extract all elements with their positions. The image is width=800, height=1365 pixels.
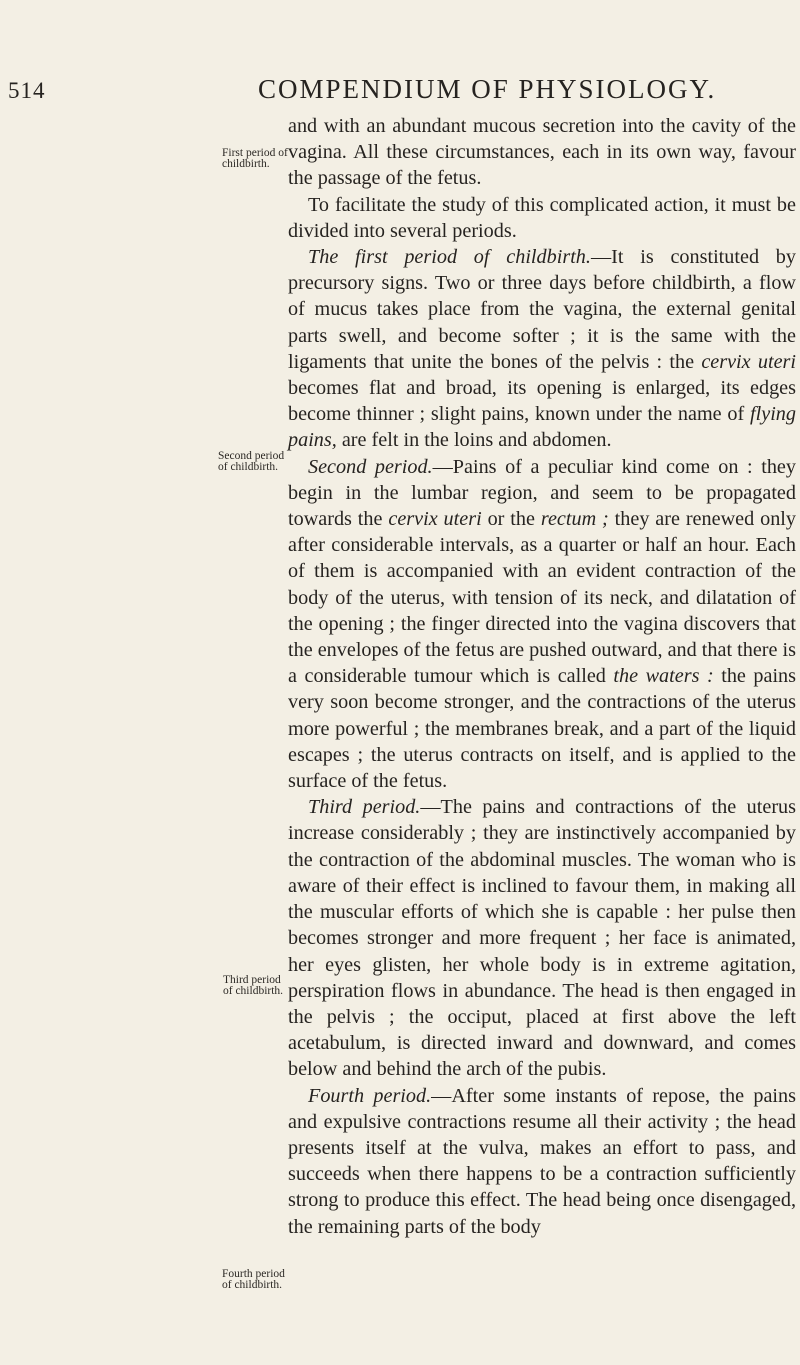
term-rectum: rectum ;	[540, 508, 609, 531]
paragraph-first-period	[288, 244, 796, 454]
paragraph-intro: To facilitate the study of this complicated action, it must be divided into several periods.	[288, 193, 796, 242]
sidenote-first-period: First period of childbirth.	[222, 147, 288, 170]
heading-fourth-period: Fourth period.	[308, 1084, 432, 1107]
text-segment: or the	[481, 508, 541, 531]
heading-first-period: The first period of childbirth.	[308, 246, 591, 269]
heading-third-period: Third period.	[308, 796, 421, 819]
body-text	[288, 113, 796, 1240]
paragraph-second-period	[288, 454, 796, 795]
paragraph-fourth-period	[288, 1083, 796, 1240]
sidenote-second-period: Second period of childbirth.	[218, 450, 285, 473]
text-segment: becomes flat and broad, its opening is enlarged, its edges become thinner ; slight pains, known under the name of	[288, 377, 796, 426]
term-flying-pains: flying pains,	[288, 403, 796, 452]
paragraph-third-period	[288, 794, 796, 1082]
text-segment: —The pains and contractions of the uterus increase considerably ; they are instinctively accompanied by the contraction of the abdominal muscles. The woman who is aware of their effect is inclined to favour them, in making all the muscular efforts of which she is capable : her pulse then becomes stronger and more frequent ; her face is animated, her eyes glisten, her whole body is in extreme agitation, perspiration flows in abundance. The head is then engaged in the pelvis ; the occiput, placed at first above the left acetabulum, is directed inward and downward, and comes below and behind the arch of the pubis.	[288, 796, 796, 1081]
term-cervix-uteri: cervix uteri	[701, 350, 796, 373]
sidenote-fourth-period: Fourth period of childbirth.	[222, 1268, 285, 1291]
page-header	[0, 70, 800, 110]
paragraph-continuation: and with an abundant mucous secretion into the cavity of the vagina. All these circumstances, each in its own way, favour the passage of the fetus.	[288, 115, 796, 190]
term-cervix-uteri: cervix uteri	[388, 508, 482, 531]
text-segment: they are renewed only after considerable intervals, as a quarter or half an hour. Each of them is accompanied with an evident contraction of the body of the uterus, with tension of its neck, and dilatation of the opening ; the finger directed into the vagina discovers that the envelopes of the fetus are pushed outward, and that there is a considerable tumour which is called	[288, 508, 796, 688]
text-segment: are felt in the loins and abdomen.	[336, 429, 612, 452]
text-segment: —Pains of a peculiar kind come on : they begin in the lumbar region, and seem to be propagated towards the	[288, 455, 796, 531]
text-segment: —After some instants of repose, the pains and expulsive contractions resume all their activity ; the head presents itself at the vulva, makes an effort to pass, and succeeds when there happens to be a contraction sufficiently strong to produce this effect. The head being once disengaged, the remaining parts of the body	[288, 1084, 796, 1238]
term-the-waters: the waters :	[613, 665, 714, 688]
page-number: 514	[8, 78, 46, 103]
text-segment: the pains very soon become stronger, and the contractions of the uterus more powerful ; the membranes break, and a part of the liquid escapes ; the uterus contracts on itself, and is applied to the surface of the fetus.	[288, 665, 797, 793]
running-title: COMPENDIUM OF PHYSIOLOGY.	[258, 74, 717, 104]
sidenote-third-period: Third period of childbirth.	[223, 974, 284, 997]
text-segment: —It is constituted by precursory signs. Two or three days before childbirth, a flow of mucus takes place from the vagina, the external genital parts swell, and become softer ; it is the same with the ligaments that unite the bones of the pelvis : the	[288, 246, 796, 373]
heading-second-period: Second period.	[308, 455, 433, 478]
